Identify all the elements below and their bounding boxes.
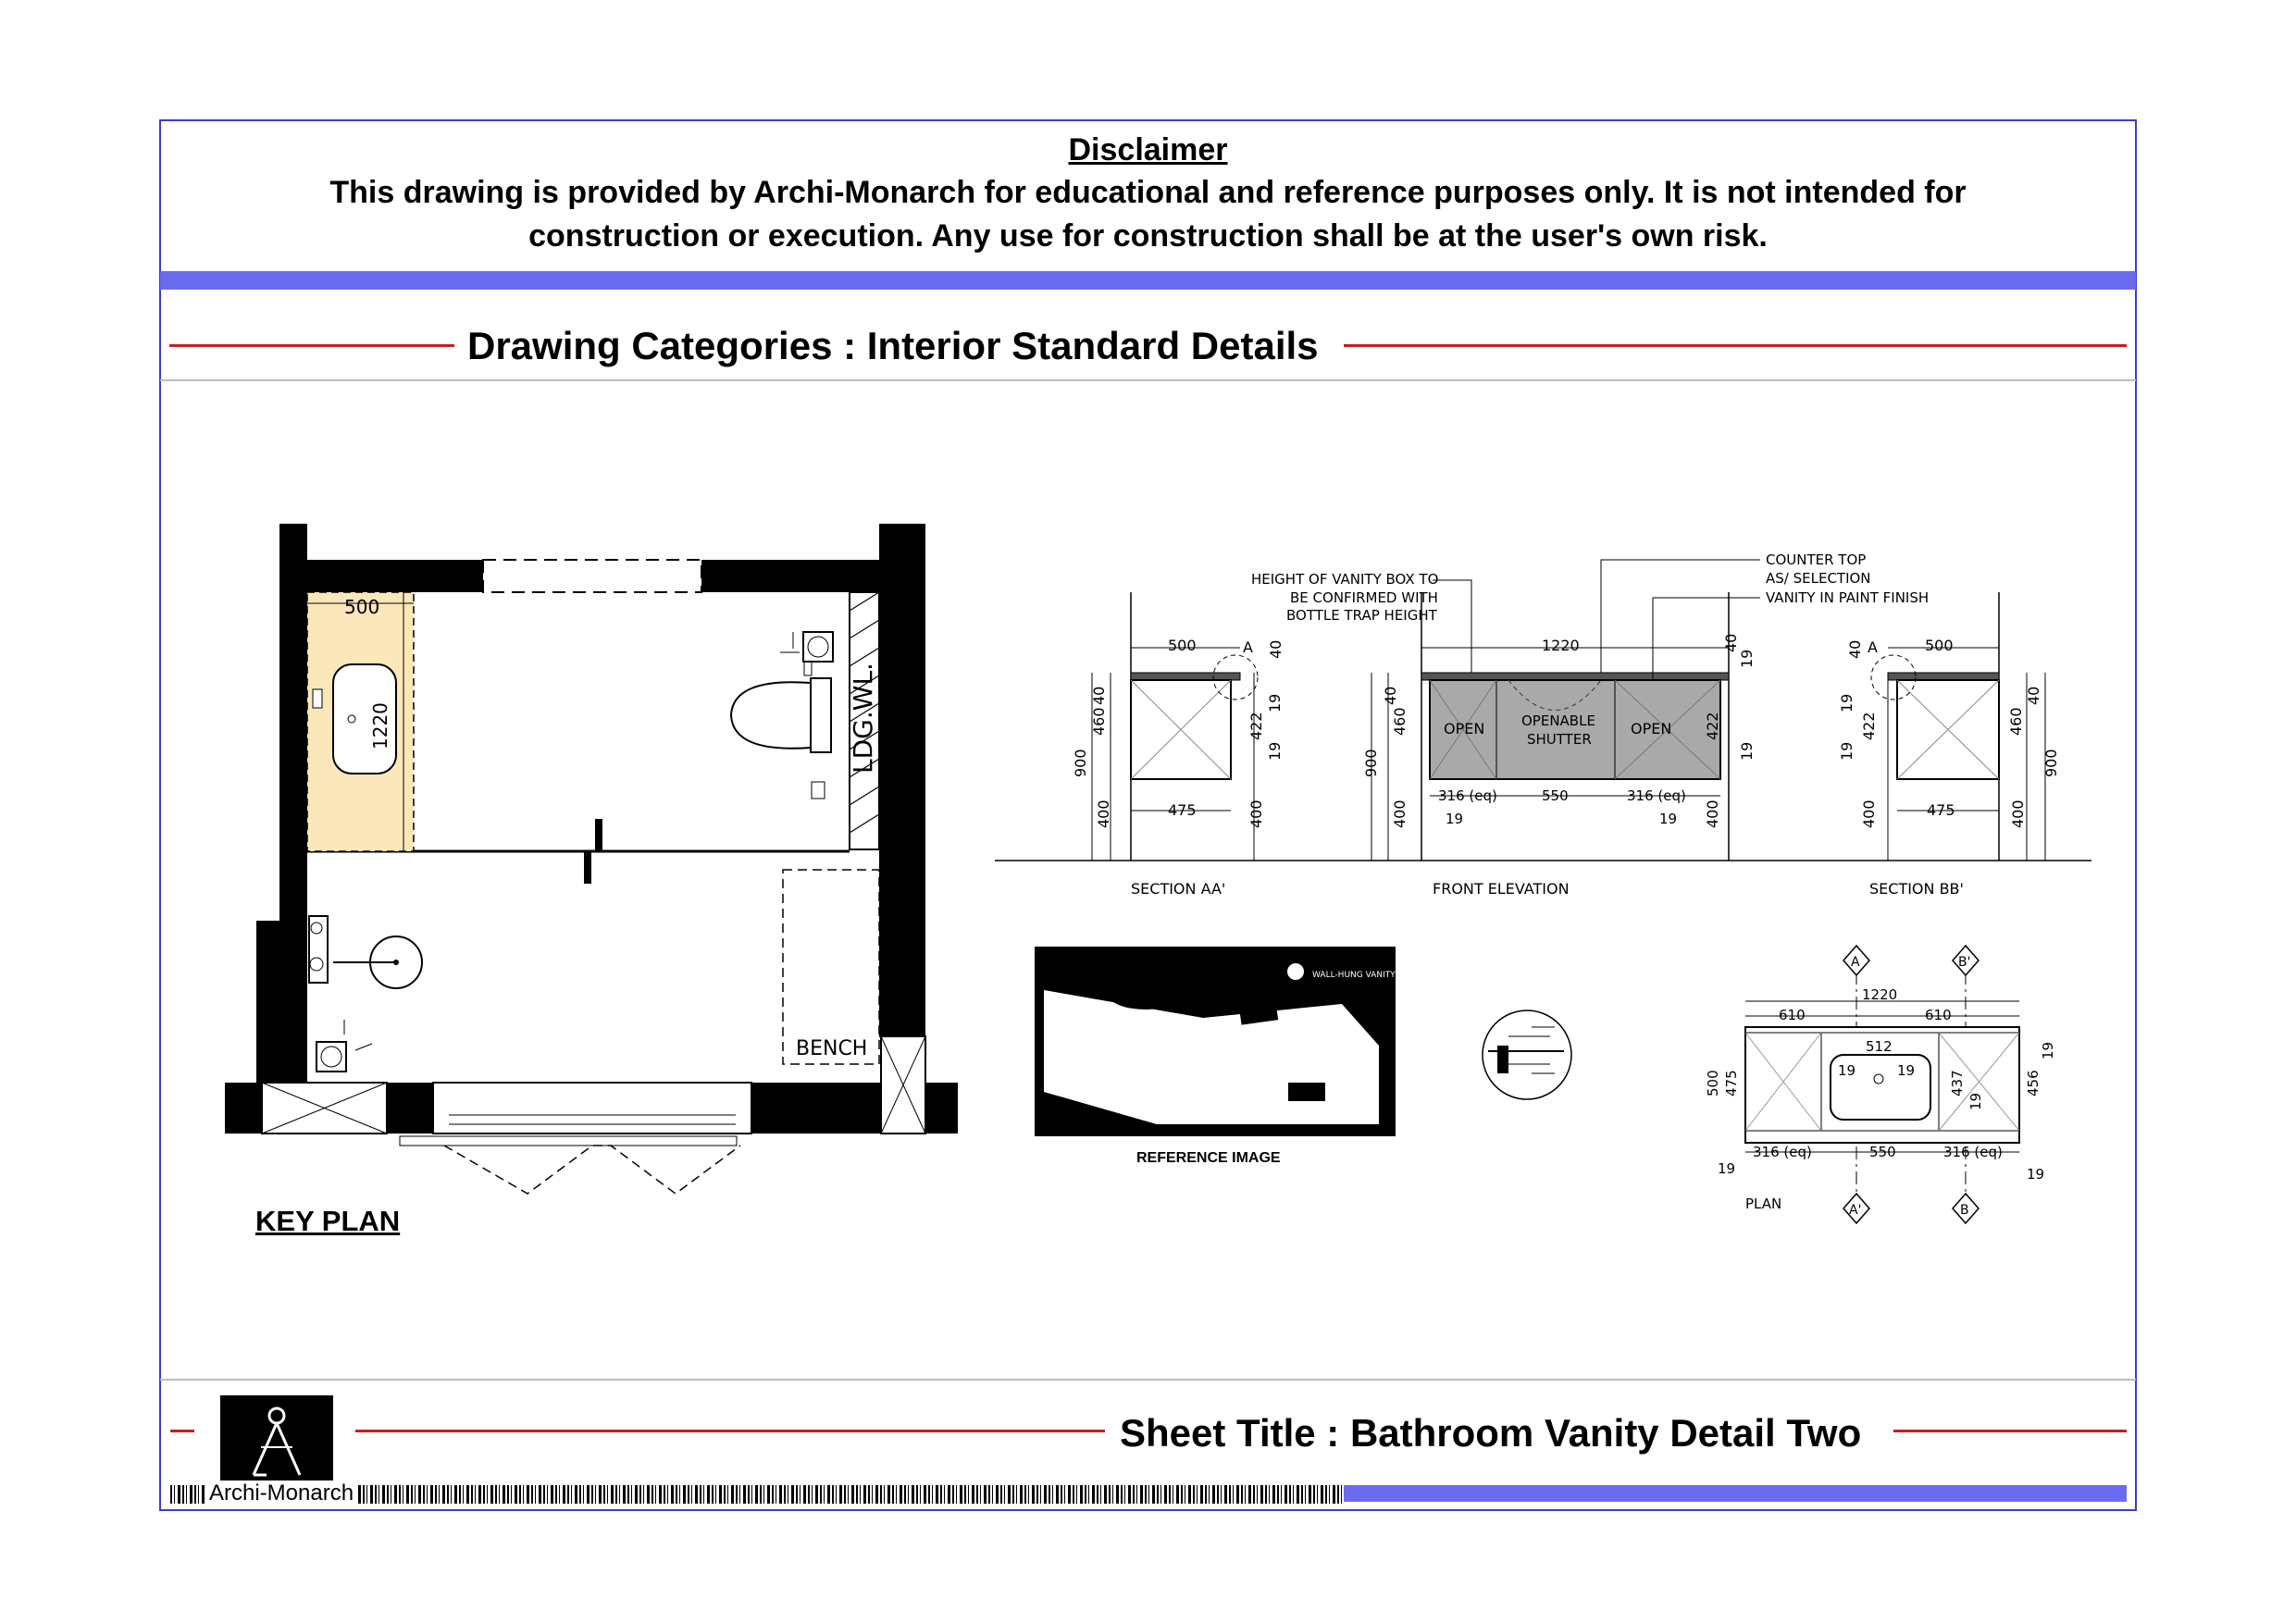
plan-475: 475 (1723, 1070, 1740, 1096)
reference-image (1035, 947, 1396, 1136)
callout-notes (1251, 551, 1929, 680)
plan-19-inner-left: 19 (1838, 1062, 1856, 1079)
front-elevation-title: FRONT ELEVATION (1433, 880, 1570, 898)
tissue-holder-icon (812, 782, 825, 799)
front-460: 460 (1391, 707, 1409, 736)
note-counter-3: VANITY IN PAINT FINISH (1766, 589, 1930, 606)
section-bb-top-40: 40 (1846, 639, 1864, 659)
section-aa-40: 40 (1090, 686, 1108, 705)
section-bb-460: 460 (2007, 707, 2025, 736)
plan-19-bottom-left: 19 (1718, 1160, 1736, 1177)
front-top-40: 40 (1722, 633, 1740, 652)
section-aa-400-left: 400 (1095, 799, 1112, 828)
plan-512: 512 (1866, 1038, 1893, 1055)
front-400-right: 400 (1704, 799, 1721, 828)
disclaimer-line-1: This drawing is provided by Archi-Monarch for educational and reference purposes only. It is not intended for (329, 175, 1967, 210)
section-aa-top-40: 40 (1267, 639, 1285, 659)
front-19-right: 19 (1659, 811, 1678, 827)
plan-wall-top-right (701, 560, 887, 592)
plan-wall-right (879, 524, 925, 1037)
shower-drain-icon (316, 1020, 372, 1072)
section-aa-depth: 475 (1168, 801, 1197, 819)
bench (783, 870, 879, 1064)
front-19-left: 19 (1446, 811, 1464, 827)
openable-label-1: OPENABLE (1521, 712, 1595, 729)
shower-icon (309, 916, 422, 988)
folding-door (400, 1083, 751, 1194)
plan-wall-step (256, 921, 293, 1083)
section-bb-900: 900 (2042, 749, 2060, 777)
small-detail (1483, 1010, 1571, 1099)
plan-437: 437 (1949, 1070, 1966, 1096)
plan-316-left: 316 (eq) (1753, 1144, 1812, 1160)
plan-tag-a-top (1843, 946, 1869, 975)
front-900: 900 (1362, 749, 1380, 777)
plan-19-inner-right: 19 (1897, 1062, 1916, 1079)
wc-icon (731, 657, 831, 752)
plan-tag-b-top (1953, 946, 1979, 975)
key-plan-vanity-length: 1220 (369, 702, 391, 750)
plan-610-right: 610 (1925, 1007, 1952, 1023)
front-316-right: 316 (eq) (1627, 787, 1686, 804)
section-aa (1072, 592, 1285, 898)
plan-wall-bottom-end (925, 1083, 958, 1134)
section-bb-422: 422 (1860, 712, 1878, 740)
plan-tag-a-bottom (1843, 1194, 1869, 1223)
vanity-plan (1705, 946, 2056, 1223)
svg-text:A': A' (1849, 1203, 1862, 1218)
svg-text:B': B' (1958, 955, 1971, 970)
open-right-label: OPEN (1631, 720, 1672, 737)
section-bb-marker: A (1868, 638, 1878, 656)
note-vanity-box-3: BOTTLE TRAP HEIGHT (1286, 607, 1437, 624)
plan-duct-right (881, 1036, 925, 1134)
front-elevation (1362, 592, 1756, 898)
plan-wall-bottom-right (751, 1083, 881, 1134)
reference-image-label: REFERENCE IMAGE (1136, 1150, 1281, 1166)
bench-label: BENCH (796, 1037, 868, 1060)
plan-stub-lower (584, 851, 591, 884)
plan-tag-b-bottom (1953, 1194, 1979, 1223)
section-aa-19-bottom: 19 (1266, 741, 1284, 761)
front-422: 422 (1704, 712, 1721, 740)
ledge-wall-label: LDG.WL. (848, 663, 878, 774)
plan-500: 500 (1705, 1070, 1721, 1096)
plan-title: PLAN (1745, 1196, 1782, 1212)
floor-trap-icon (780, 632, 833, 662)
key-plan-vanity-width: 500 (344, 596, 380, 618)
svg-text:A: A (1851, 955, 1860, 970)
plan-window (483, 560, 701, 592)
plan-stub-upper (595, 819, 602, 851)
section-aa-422: 422 (1247, 712, 1265, 740)
section-bb-19-bottom: 19 (1838, 741, 1855, 761)
open-left-label: OPEN (1444, 720, 1485, 737)
section-bb-19-top: 19 (1838, 693, 1855, 712)
section-bb-depth: 475 (1927, 801, 1955, 819)
plan-wall-bottom-left-b (387, 1083, 433, 1134)
section-aa-width: 500 (1168, 637, 1197, 654)
section-aa-460: 460 (1090, 707, 1108, 736)
reference-caption: WALL-HUNG VANITY (1312, 971, 1396, 980)
plan-duct-left (262, 1083, 387, 1134)
disclaimer-title: Disclaimer (1068, 132, 1228, 167)
svg-text:B: B (1960, 1203, 1969, 1218)
sheet-title: Sheet Title : Bathroom Vanity Detail Two (1120, 1411, 1862, 1455)
front-top-19: 19 (1738, 649, 1756, 668)
section-bb-width: 500 (1925, 637, 1954, 654)
section-bb-400-right: 400 (2009, 799, 2027, 828)
section-bb (1838, 592, 2060, 898)
key-plan (225, 524, 958, 1194)
category-title: Drawing Categories : Interior Standard Details (467, 324, 1319, 367)
front-19-bottom: 19 (1738, 741, 1756, 761)
key-plan-label: KEY PLAN (255, 1205, 401, 1237)
section-aa-marker: A (1243, 638, 1253, 656)
plan-1220: 1220 (1862, 986, 1898, 1003)
openable-label-2: SHUTTER (1527, 731, 1592, 748)
disclaimer-line-2: construction or execution. Any use for construction shall be at the user's own risk. (528, 218, 1768, 254)
brand-name: Archi-Monarch (205, 1481, 357, 1506)
front-400-left: 400 (1391, 799, 1409, 828)
note-counter-1: COUNTER TOP (1766, 551, 1867, 568)
plan-456: 456 (2025, 1070, 2042, 1096)
plan-316-right: 316 (eq) (1943, 1144, 2003, 1160)
front-40: 40 (1382, 686, 1399, 705)
plan-19-top-right: 19 (2040, 1041, 2056, 1059)
plan-19-side: 19 (1967, 1092, 1984, 1110)
section-bb-40: 40 (2025, 686, 2042, 705)
front-550: 550 (1542, 787, 1569, 804)
section-aa-900: 900 (1072, 749, 1089, 777)
note-vanity-box-1: HEIGHT OF VANITY BOX TO (1251, 571, 1439, 588)
front-316-left: 316 (eq) (1438, 787, 1497, 804)
section-aa-400-right: 400 (1247, 799, 1265, 828)
section-bb-400-left: 400 (1860, 799, 1878, 828)
plan-wall-top-left (279, 560, 483, 592)
note-vanity-box-2: BE CONFIRMED WITH (1290, 589, 1438, 606)
plan-19-bottom-right: 19 (2027, 1166, 2045, 1183)
front-width: 1220 (1542, 637, 1580, 654)
section-aa-19-top: 19 (1266, 693, 1284, 712)
note-counter-2: AS/ SELECTION (1766, 570, 1871, 587)
section-bb-title: SECTION BB' (1869, 880, 1964, 898)
plan-610-left: 610 (1779, 1007, 1806, 1023)
plan-wall-bottom-left-a (225, 1083, 262, 1134)
section-aa-title: SECTION AA' (1131, 880, 1226, 898)
plan-550: 550 (1869, 1144, 1896, 1160)
